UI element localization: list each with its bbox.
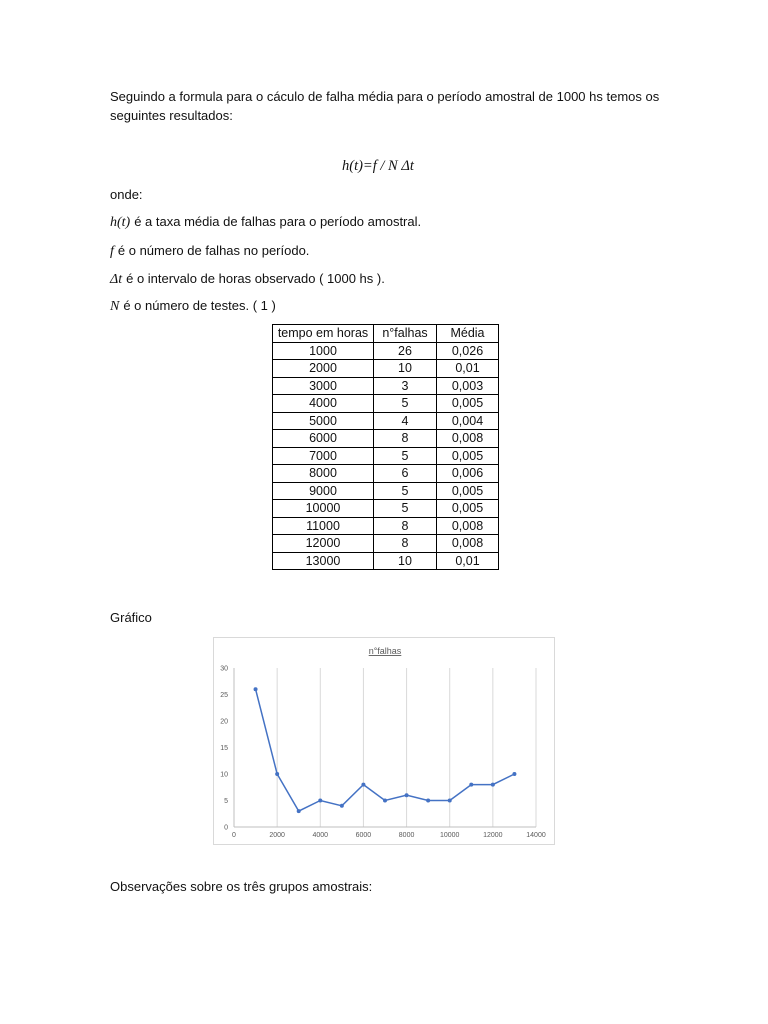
table-row <box>273 447 499 465</box>
table-cell: 4 <box>374 412 437 430</box>
table-cell: 7000 <box>273 447 374 465</box>
chart-title: n°falhas <box>368 646 402 656</box>
intro-paragraph: Seguindo a formula para o cáculo de falha média para o período amostral de 1000 hs temos os seguintes resultados: <box>110 89 660 123</box>
y-tick-label: 30 <box>220 665 228 673</box>
table-cell: 0,004 <box>437 412 499 430</box>
table-row <box>273 552 499 570</box>
x-tick-label: 10000 <box>439 832 460 839</box>
table-cell: 13000 <box>273 552 374 570</box>
table-header: Média <box>437 325 499 343</box>
table-cell: 0,005 <box>437 447 499 465</box>
table-cell: 26 <box>374 342 437 360</box>
table-row <box>273 535 499 553</box>
x-tick-label: 8000 <box>398 832 415 839</box>
table-cell: 10 <box>374 552 437 570</box>
results-table <box>272 324 499 570</box>
table-row <box>273 377 499 395</box>
definition-f <box>110 243 309 260</box>
definition-text: é o intervalo de horas observado ( 1000 hs ). <box>126 271 385 286</box>
data-point <box>383 799 387 803</box>
x-tick-label: 12000 <box>483 832 503 839</box>
definition-symbol: Δt <box>110 272 123 287</box>
table-cell: 8 <box>374 430 437 448</box>
table-cell: 3 <box>374 377 437 395</box>
table-cell: 10000 <box>273 500 374 518</box>
line-chart <box>214 638 554 844</box>
y-tick-label: 20 <box>220 718 228 726</box>
table-cell: 4000 <box>273 395 374 413</box>
definition-text: é a taxa média de falhas para o período amostral. <box>134 214 422 229</box>
table-header: tempo em horas <box>273 325 374 343</box>
table-row <box>273 395 499 413</box>
table-header: n°falhas <box>374 325 437 343</box>
table-cell: 1000 <box>273 342 374 360</box>
data-point <box>318 799 322 803</box>
table-cell: 0,01 <box>437 552 499 570</box>
y-tick-label: 0 <box>224 824 228 832</box>
data-point <box>361 783 365 787</box>
table-cell: 12000 <box>273 535 374 553</box>
table-cell: 0,01 <box>437 360 499 378</box>
table-cell: 6 <box>374 465 437 483</box>
data-point <box>254 687 258 691</box>
definition-symbol: N <box>110 299 120 314</box>
table-cell: 5 <box>374 447 437 465</box>
table-cell: 8 <box>374 517 437 535</box>
table-cell: 6000 <box>273 430 374 448</box>
definition-text: é o número de testes. ( 1 ) <box>123 298 276 313</box>
table-cell: 0,005 <box>437 482 499 500</box>
data-point <box>448 799 452 803</box>
table-cell: 3000 <box>273 377 374 395</box>
table-header-row <box>273 325 499 343</box>
y-tick-label: 15 <box>220 745 228 752</box>
x-tick-label: 6000 <box>355 832 372 839</box>
onde-label: onde: <box>110 187 143 202</box>
table-cell: 9000 <box>273 482 374 500</box>
table-cell: 0,026 <box>437 342 499 360</box>
definition-h <box>110 214 421 231</box>
table-cell: 5 <box>374 482 437 500</box>
formula: h(t)=f / N Δt <box>342 158 414 174</box>
data-point <box>491 783 495 787</box>
observacoes-label: Observações sobre os três grupos amostrais: <box>110 879 373 894</box>
table-cell: 5 <box>374 500 437 518</box>
table-row <box>273 412 499 430</box>
definition-symbol: f <box>110 244 114 259</box>
data-point <box>297 809 301 813</box>
x-tick-label: 2000 <box>269 832 285 839</box>
chart-container <box>213 637 555 845</box>
table-row <box>273 482 499 500</box>
x-tick-label: 4000 <box>312 832 329 839</box>
data-point <box>340 804 344 808</box>
table-row <box>273 360 499 378</box>
x-tick-label: 14000 <box>526 832 546 839</box>
table-row <box>273 500 499 518</box>
table-cell: 8000 <box>273 465 374 483</box>
table-cell: 10 <box>374 360 437 378</box>
table-cell: 0,005 <box>437 395 499 413</box>
table-row <box>273 465 499 483</box>
definition-text: é o número de falhas no período. <box>117 243 310 258</box>
table-cell: 5000 <box>273 412 374 430</box>
table-cell: 5 <box>374 395 437 413</box>
table-cell: 2000 <box>273 360 374 378</box>
table-cell: 0,008 <box>437 517 499 535</box>
table-row <box>273 342 499 360</box>
series-line <box>256 689 515 811</box>
table-cell: 0,008 <box>437 535 499 553</box>
x-tick-label: 0 <box>232 832 236 839</box>
y-tick-label: 25 <box>220 692 228 699</box>
y-tick-label: 10 <box>220 771 228 779</box>
table-cell: 8 <box>374 535 437 553</box>
table-cell: 0,008 <box>437 430 499 448</box>
table-cell: 0,005 <box>437 500 499 518</box>
table-row <box>273 430 499 448</box>
table-cell: 11000 <box>273 517 374 535</box>
definition-n <box>110 298 276 315</box>
table-cell: 0,003 <box>437 377 499 395</box>
y-tick-label: 5 <box>224 798 228 805</box>
grafico-label: Gráfico <box>110 610 152 625</box>
table-cell: 0,006 <box>437 465 499 483</box>
table-body <box>273 342 499 570</box>
definition-symbol: h(t) <box>110 215 131 230</box>
data-point <box>512 772 516 776</box>
data-point <box>405 793 409 797</box>
data-point <box>469 783 473 787</box>
table-row <box>273 517 499 535</box>
definition-delta-t <box>110 271 385 288</box>
data-point <box>275 772 279 776</box>
data-point <box>426 799 430 803</box>
